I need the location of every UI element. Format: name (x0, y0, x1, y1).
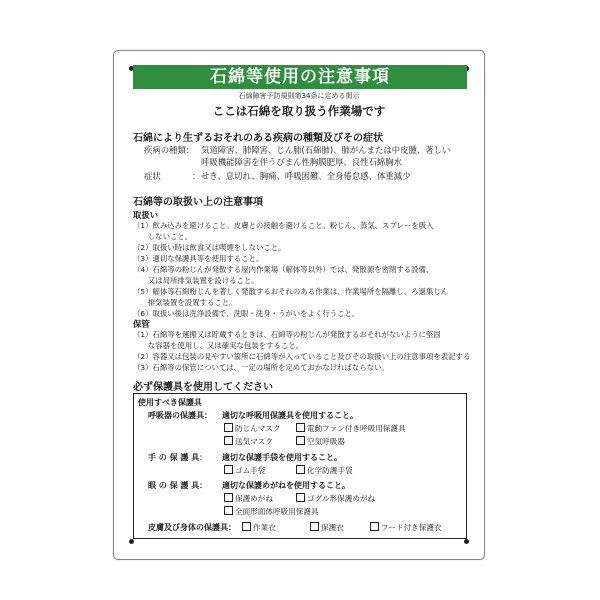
option-protective-clothing[interactable]: 保護衣 (310, 522, 344, 533)
handling-item: （3）適切な保護具等を使用すること。 (133, 254, 264, 263)
eye-label: 眼 の 保 護 具： (148, 481, 208, 490)
ppe-heading: 必ず保護具を使用してください (133, 382, 273, 393)
checkbox-icon (224, 423, 233, 432)
option-chemical-gloves[interactable]: 化学防護手袋 (296, 465, 353, 476)
storage-item: （2）容器又は包装の見やすい箇所に石綿等が入っていること及びその取扱い上の注意事項を表記する (133, 352, 471, 361)
checkbox-icon (224, 506, 233, 515)
asbestos-warning-sign (113, 50, 485, 560)
option-full-facepiece[interactable]: 全面形面体呼吸用保護具 (224, 506, 319, 517)
handling-item: （5）解体等石綿粉じんを著しく発散するおそれのある作業は、作業場所を隔離し、ろ過集じん (133, 287, 449, 296)
checkbox-icon (242, 522, 251, 531)
handling-item: 排気装置を設置すること。 (133, 298, 237, 307)
handling-item: しないこと。 (133, 232, 193, 241)
option-work-clothes[interactable]: 作業衣 (242, 522, 276, 533)
respiratory-desc: 適切な呼吸用保護具を使用すること。 (222, 411, 358, 420)
handling-item: 又は局所排気装置を設けること。 (133, 276, 259, 285)
storage-subheading: 保管 (133, 319, 150, 329)
option-hooded-clothing[interactable]: フード付き保護衣 (370, 522, 442, 533)
body-label: 皮膚及び身体の保護具： (148, 523, 236, 532)
mounting-hole-icon (129, 539, 134, 544)
checkbox-icon (296, 436, 305, 445)
ppe-box (133, 393, 467, 539)
checkbox-icon (370, 522, 379, 531)
storage-item: （1）石綿等を運搬又は貯蔵するときは、石綿等の粉じんが発散するおそれがないように堅固 (133, 330, 441, 339)
eye-desc: 適切な保護めがねを使用すること。 (222, 481, 350, 490)
checkbox-icon (224, 493, 233, 502)
option-goggles[interactable]: ゴグル形保護めがね (296, 493, 375, 504)
checkbox-icon (310, 522, 319, 531)
option-supplied-air-mask[interactable]: 送気マスク (224, 436, 273, 447)
symptom-colon: ： (192, 171, 201, 181)
checkbox-icon (296, 423, 305, 432)
storage-item: な容器を使用し、又は確実な包装をすること。 (133, 341, 303, 350)
option-safety-glasses[interactable]: 保護めがね (224, 493, 273, 504)
option-dust-mask[interactable]: 防じんマスク (224, 423, 281, 434)
handling-item: （4）石綿等の粉じんが発散する屋内作業場（解体等以外）では、発散源を密閉する設備、 (133, 265, 434, 274)
mounting-hole-icon (464, 539, 469, 544)
respiratory-label: 呼吸器の保護具： (148, 411, 212, 420)
checkbox-icon (224, 436, 233, 445)
handling-item: （6）取扱い後は洗浄設備で、洗眼・洗身・うがいをよく行うこと。 (133, 309, 360, 318)
disease-type-label: 疾病の種類： (144, 145, 195, 155)
storage-item: （3）石綿等の保管については、一定の場所を定めておかなければならない。 (133, 363, 389, 372)
option-powered-respirator[interactable]: 電動ファン付き呼吸用保護具 (296, 423, 406, 434)
disease-type-line1: 気道障害、肺障害、じん肺(石綿肺)、肺がんまたは中皮腫、著しい (201, 145, 451, 155)
hand-label: 手 の 保 護 具： (148, 453, 208, 462)
handling-item: （2）取扱い時は飲食又は喫煙をしないこと。 (133, 243, 286, 252)
lead-text: ここは石綿を取り扱う作業場です (212, 104, 386, 118)
handling-heading: 石綿等の取扱い上の注意事項 (133, 197, 263, 208)
checkbox-icon (296, 465, 305, 474)
checkbox-icon (296, 493, 305, 502)
symptom-label: 症状 (144, 171, 161, 181)
checkbox-icon (224, 465, 233, 474)
law-note: 石綿障害予防規則第34条に定める掲示 (238, 92, 360, 100)
disease-heading: 石綿により生ずるおそれのある疾病の種類及びその症状 (133, 133, 383, 144)
handling-item: （1）飲み込みを避けること。皮膚との接触を避けること。粉じん、蒸気、スプレーを吸入 (133, 221, 434, 230)
ppe-box-title: 使用すべき保護具 (138, 398, 202, 407)
option-rubber-gloves[interactable]: ゴム手袋 (224, 465, 265, 476)
disease-type-line2: 呼吸機能障害を伴うびまん性胸膜肥厚、良性石綿胸水 (201, 157, 402, 167)
option-scba[interactable]: 空気呼吸器 (296, 436, 345, 447)
handling-subheading: 取扱い (133, 210, 159, 220)
hand-desc: 適切な保護手袋を使用すること。 (222, 453, 342, 462)
symptom-text: せき、息切れ、胸痛、呼吸困難、全身倦怠感、体重減少 (201, 171, 411, 181)
sign-title: 石綿等使用の注意事項 (133, 65, 467, 89)
